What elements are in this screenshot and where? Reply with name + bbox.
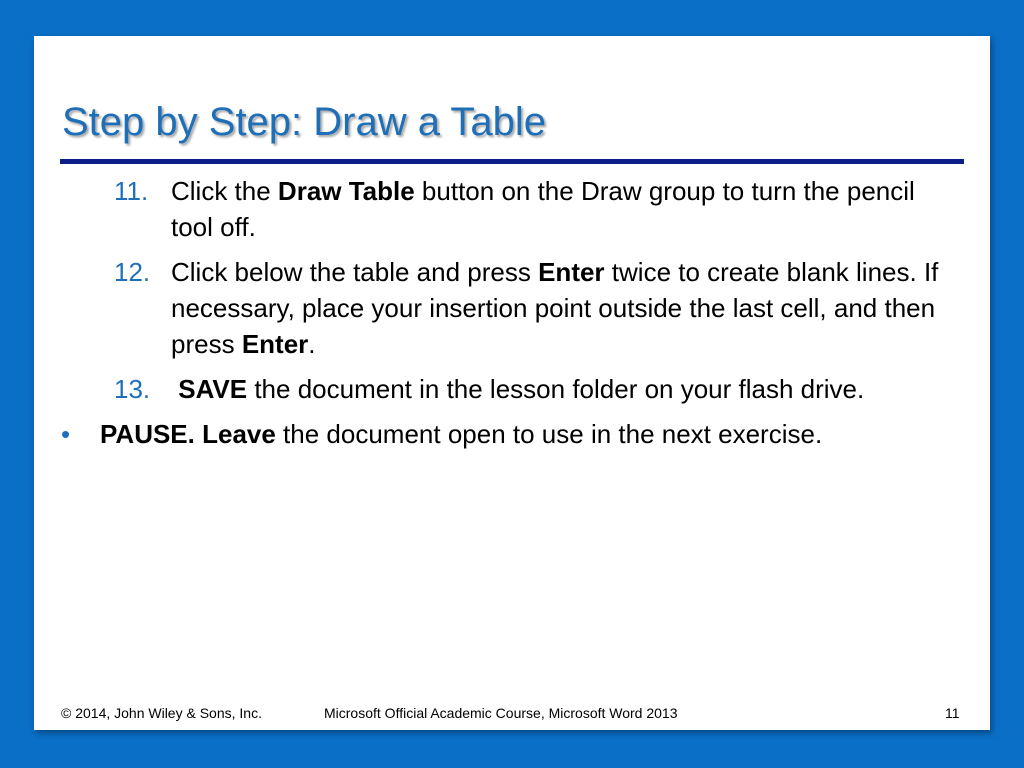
bullet-item <box>34 416 990 452</box>
bullet-icon: • <box>61 419 71 449</box>
slide-title: Step by Step: Draw a Table <box>62 100 546 144</box>
footer-page-number: 11 <box>945 705 960 721</box>
step-bold-text: Draw Table <box>277 176 415 206</box>
slide-content <box>34 173 990 452</box>
step-text: button on the Draw group to turn the pencil tool off. <box>171 176 915 242</box>
step-bold-text: Enter <box>241 329 309 359</box>
footer-copyright: © 2014, John Wiley & Sons, Inc. <box>61 705 262 721</box>
step-number: 11. <box>114 176 149 206</box>
step-bold-text: Enter <box>538 257 605 287</box>
step-number: 12. <box>114 257 151 287</box>
step-13 <box>34 371 990 407</box>
bullet-bold-text: PAUSE. Leave <box>100 419 276 449</box>
step-number: 13. <box>114 374 151 404</box>
title-divider <box>60 159 964 164</box>
bullet-text: the document open to use in the next exercise. <box>275 419 823 449</box>
step-12 <box>34 254 990 362</box>
step-text: the document in the lesson folder on your flash drive. <box>247 374 865 404</box>
footer-course: Microsoft Official Academic Course, Microsoft Word 2013 <box>324 705 678 721</box>
step-text: . <box>308 329 316 359</box>
slide <box>34 36 990 730</box>
step-text: twice to create blank lines. If necessary, place your insertion point outside the last cell, and then press <box>171 257 939 359</box>
step-bold-text: SAVE <box>178 374 248 404</box>
step-11 <box>34 173 990 245</box>
step-text: Click the <box>171 176 278 206</box>
step-text: Click below the table and press <box>171 257 539 287</box>
